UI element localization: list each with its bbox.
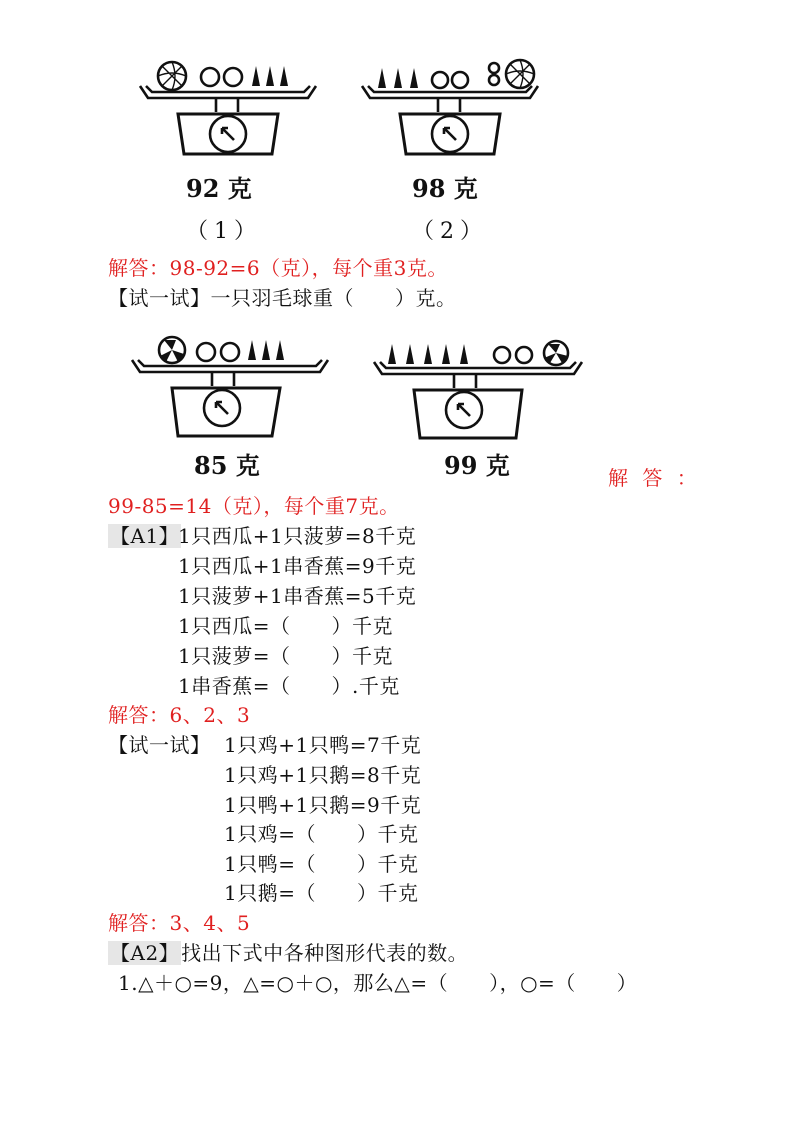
a2-header: [108, 941, 468, 965]
try-2-line-6: 1只鹅=（ ）千克: [224, 881, 419, 905]
scale-figure-4: [372, 336, 584, 446]
a1-line-6: 1串香蕉=（ ）.千克: [178, 674, 400, 698]
figure-2-caption: 98 克: [412, 174, 478, 203]
a1-line-5: 1只菠萝=（ ）千克: [178, 644, 393, 668]
answer-2-text: 99-85=14（克），每个重7克。: [108, 494, 400, 518]
try-2-tag: 【试一试】: [108, 733, 211, 757]
a1-line-2: 1只西瓜+1串香蕉=9千克: [178, 554, 417, 578]
a1-line-3: 1只菠萝+1串香蕉=5千克: [178, 584, 417, 608]
scale-figure-3: [130, 334, 330, 444]
try-2-line-2: 1只鸡+1只鹅=8千克: [224, 763, 422, 787]
scale-figure-2: [360, 56, 540, 160]
answer-1: 解答：98-92=6（克），每个重3克。: [108, 256, 448, 280]
a1-tag: [108, 524, 181, 548]
a2-tag-label: 【A2】: [110, 941, 180, 965]
a1-line-1: 1只西瓜+1只菠萝=8千克: [178, 524, 417, 548]
figure-3-caption: 85 克: [194, 451, 260, 480]
scale-figure-1: [138, 56, 318, 160]
try-2-line-4: 1只鸡=（ ）千克: [224, 822, 419, 846]
figure-2-label: （2）: [412, 219, 488, 244]
figure-1-label: （1）: [186, 219, 262, 244]
try-2-line-5: 1只鸭=（ ）千克: [224, 852, 419, 876]
a2-title: 找出下式中各种图形代表的数。: [181, 941, 469, 965]
try-1: 【试一试】一只羽毛球重（ ）克。: [108, 286, 457, 310]
try-2-line-3: 1只鸭+1只鹅=9千克: [224, 793, 422, 817]
a1-answer: 解答：6、2、3: [108, 703, 251, 727]
a2-question-1: 1.△＋○=9，△=○＋○，那么△=（ ），○=（ ）: [118, 971, 638, 995]
a1-tag-label: 【A1】: [110, 524, 180, 548]
try-2-line-1: 1只鸡+1只鸭=7千克: [224, 733, 422, 757]
try-2-answer: 解答：3、4、5: [108, 911, 251, 935]
figure-1-caption: 92 克: [186, 174, 252, 203]
figure-4-caption: 99 克: [444, 451, 510, 480]
answer-2-label: 解 答 ：: [608, 466, 701, 490]
a1-line-4: 1只西瓜=（ ）千克: [178, 614, 393, 638]
